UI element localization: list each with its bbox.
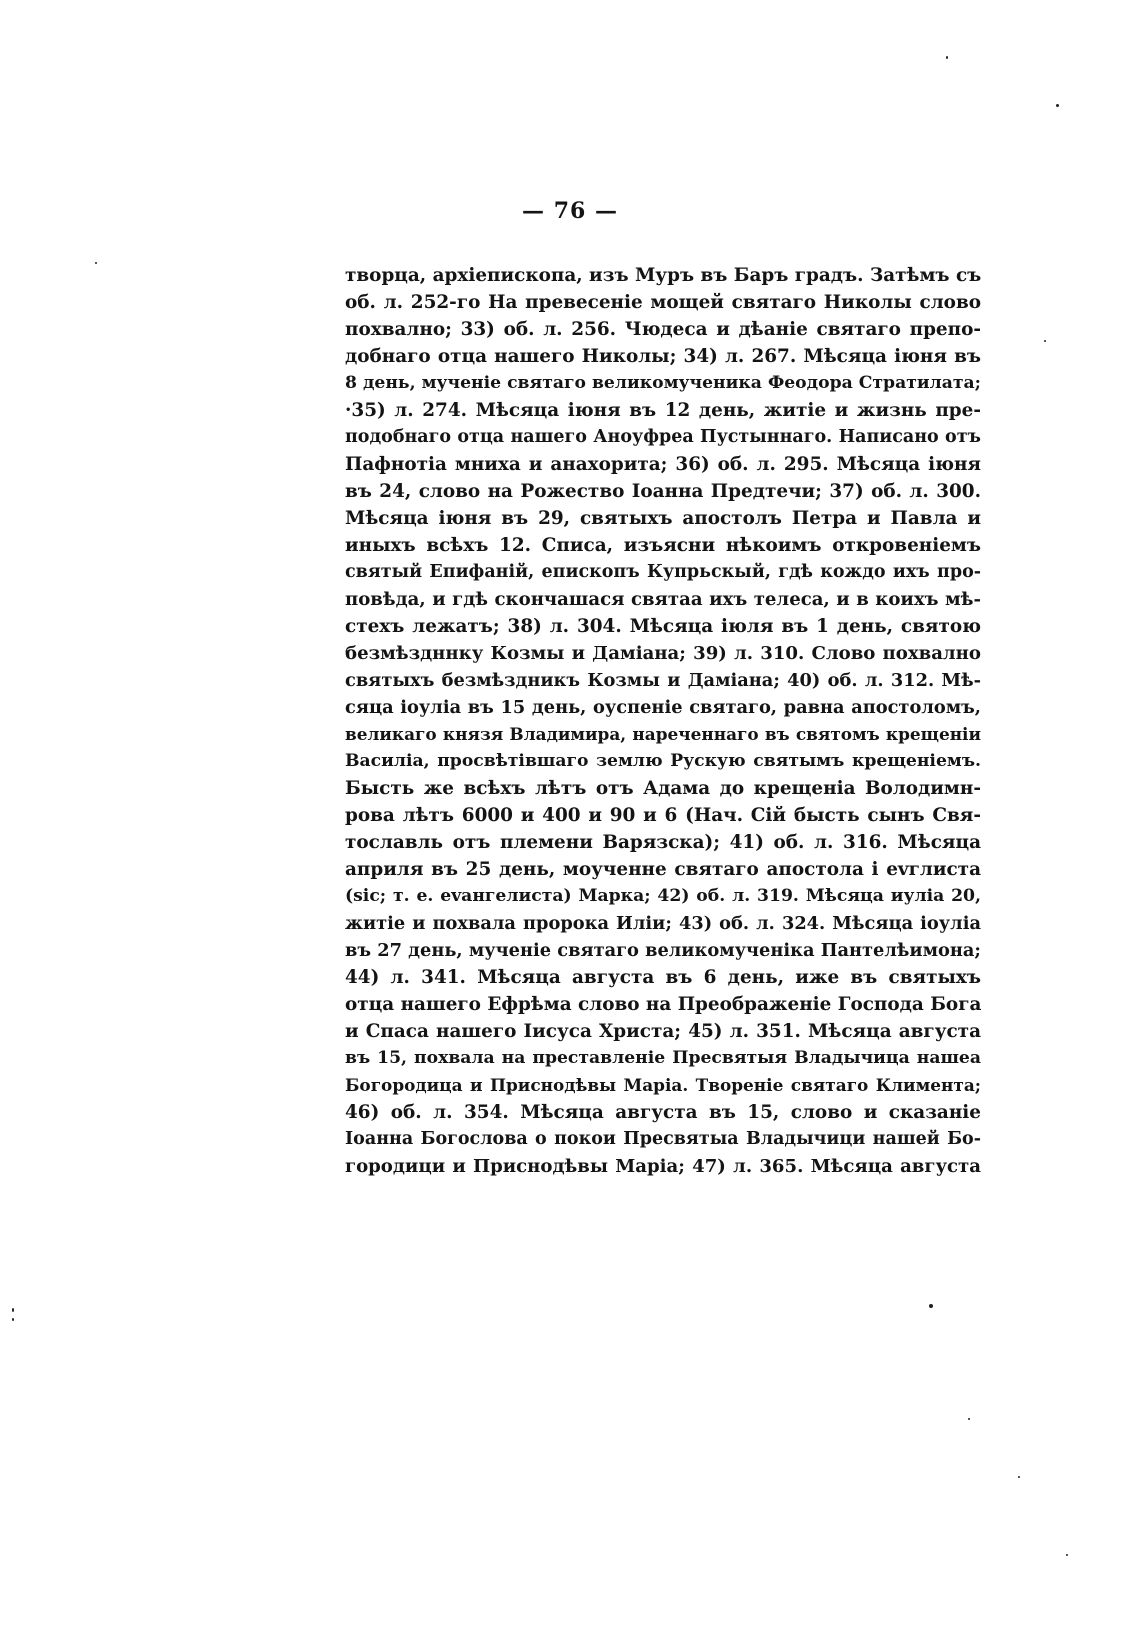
text-line: сяца іоуліа въ 15 день, оуспеніе святаго, равна апостоломъ, — [345, 697, 981, 718]
text-line: въ 27 день, мученіе святаго великомученіка Пантелѣимона; — [345, 940, 981, 961]
text-line: тославль отъ племени Варязска); 41) об. л. 316. Мѣсяца — [345, 832, 981, 853]
text-line: безмѣздннку Козмы и Даміана; 39) л. 310. Слово похвално — [345, 643, 981, 664]
text-line: похвално; 33) об. л. 256. Чюдеса и дѣаніе святаго препо- — [345, 319, 981, 340]
scan-speck — [1044, 340, 1046, 342]
scan-speck — [968, 1418, 970, 1420]
text-line: добнаго отца нашего Николы; 34) л. 267. Мѣсяца іюня въ — [345, 346, 981, 367]
scan-speck — [1018, 1476, 1020, 1478]
text-line: об. л. 252-го На превесеніе мощей святаго Николы слово — [345, 292, 981, 313]
text-line: 44) л. 341. Мѣсяца августа въ 6 день, иже въ святыхъ — [345, 967, 981, 988]
text-line: 8 день, мученіе святаго великомученика Феодора Стратилата; — [345, 373, 981, 393]
text-line: въ 15, похвала на преставленіе Пресвятыя Владычица нашеа — [345, 1048, 981, 1068]
text-line: Богородица и Приснодѣвы Маріа. Твореніе святаго Климента; — [345, 1075, 981, 1095]
text-line: творца, архіепископа, изъ Муръ въ Баръ градъ. Затѣмъ съ — [345, 265, 981, 286]
text-line: ·35) л. 274. Мѣсяца іюня въ 12 день, житіе и жизнь пре- — [345, 400, 981, 421]
text-line: стехъ лежатъ; 38) л. 304. Мѣсяца іюля въ 1 день, святою — [345, 616, 981, 637]
text-line: въ 24, слово на Рожество Іоанна Предтечи; 37) об. л. 300. — [345, 481, 981, 502]
text-line: святый Епифаній, епископъ Купрьскый, гдѣ кождо ихъ про- — [345, 562, 981, 582]
text-line: Бысть же всѣхъ лѣтъ отъ Адама до крещеніа Володимн- — [345, 778, 981, 799]
text-line: великаго князя Владимира, нареченнаго въ святомъ крещеніи — [345, 724, 981, 744]
scan-speck — [12, 1318, 14, 1321]
text-line: (sic; т. е. еvангелиста) Марка; 42) об. л. 319. Мѣсяца иуліа 20, — [345, 886, 981, 906]
text-line: рова лѣтъ 6000 и 400 и 90 и 6 (Нач. Сій бысть сынъ Свя- — [345, 805, 981, 826]
scan-speck — [12, 1308, 14, 1312]
scan-speck — [946, 56, 948, 59]
scan-speck — [1066, 1554, 1068, 1556]
scan-speck — [1056, 104, 1059, 107]
text-line: Іоанна Богослова о покои Пресвятыа Владычици нашей Бо- — [345, 1129, 981, 1149]
text-line: и Спаса нашего Іисуса Христа; 45) л. 351. Мѣсяца августа — [345, 1021, 981, 1042]
text-line: городици и Приснодѣвы Маріа; 47) л. 365. Мѣсяца августа — [345, 1156, 981, 1177]
page-number: — 76 — — [522, 198, 618, 224]
text-line: подобнаго отца нашего Аноуфреа Пустыннаго. Написано отъ — [345, 427, 981, 447]
text-line: иныхъ всѣхъ 12. Списа, изъясни нѣкоимъ откровеніемъ — [345, 535, 981, 556]
scan-speck — [95, 262, 97, 264]
text-line: святыхъ безмѣздникъ Козмы и Даміана; 40) об. л. 312. Мѣ- — [345, 670, 981, 691]
text-line: отца нашего Ефрѣма слово на Преображеніе Господа Бога — [345, 994, 981, 1015]
text-line: житіе и похвала пророка Иліи; 43) об. л. 324. Мѣсяца іоуліа — [345, 913, 981, 934]
text-line: 46) об. л. 354. Мѣсяца августа въ 15, слово и сказаніе — [345, 1102, 981, 1123]
text-line: Мѣсяца іюня въ 29, святыхъ апостолъ Петра и Павла и — [345, 508, 981, 529]
text-line: Пафнотіа мниха и анахорита; 36) об. л. 295. Мѣсяца іюня — [345, 454, 981, 475]
text-line: априля въ 25 день, моученне святаго апостола і еvглиста — [345, 859, 981, 880]
body-text — [345, 262, 981, 1180]
scan-speck — [929, 1304, 933, 1308]
text-line: Василіа, просвѣтівшаго землю Рускую святымъ крещеніемъ. — [345, 751, 981, 771]
text-line: повѣда, и гдѣ скончашася святаа ихъ телеса, и в коихъ мѣ- — [345, 589, 981, 610]
